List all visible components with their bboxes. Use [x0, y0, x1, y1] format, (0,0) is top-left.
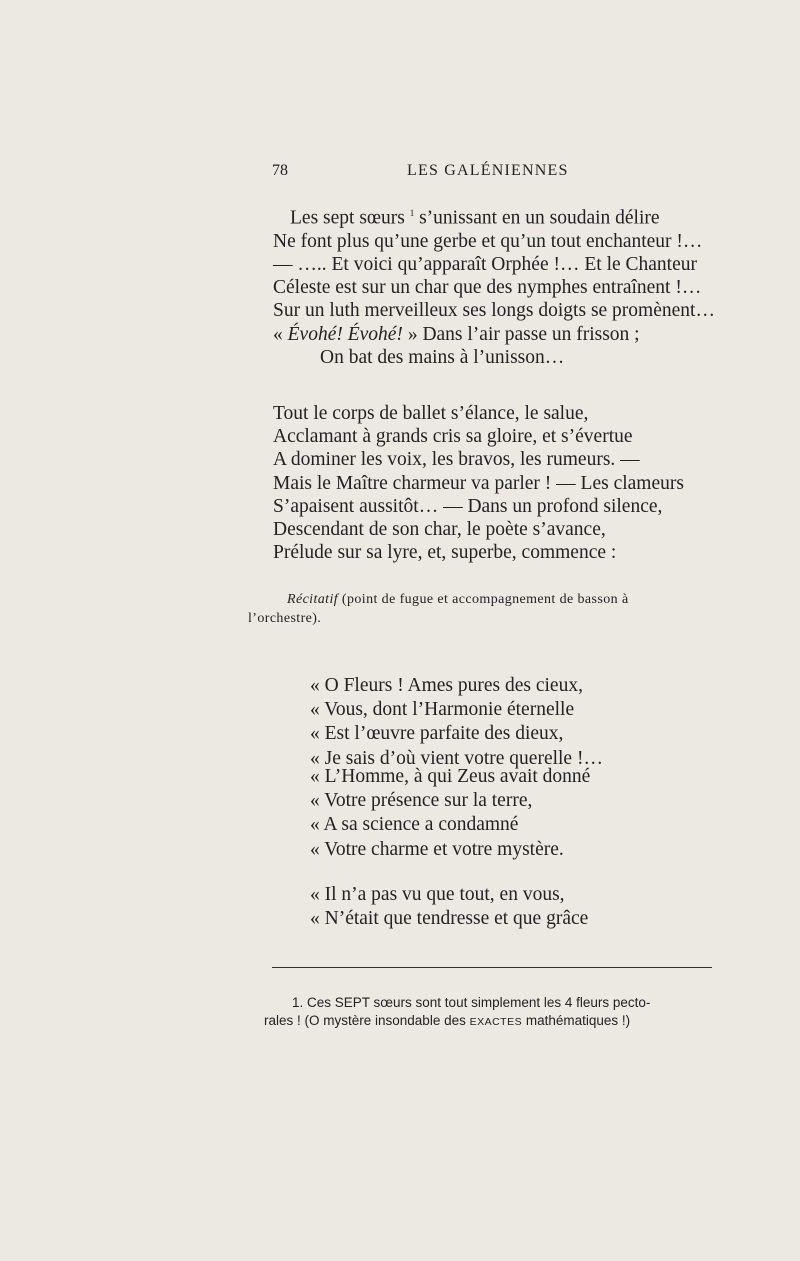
stanza-2	[310, 765, 730, 862]
verse-line: Acclamant à grands cris sa gloire, et s’évertue	[273, 426, 633, 448]
stanza-line: « O Fleurs ! Ames pures des cieux,	[310, 675, 583, 696]
stanza-3	[310, 883, 730, 931]
stanza-line: « Il n’a pas vu que tout, en vous,	[310, 884, 565, 905]
footnote: 1. Ces SEPT sœurs sont tout simplement les 4 fleurs pecto- rales ! (O mystère insondable des EXACTES mathématiques !)	[264, 995, 651, 1028]
evohe-italic: Évohé! Évohé!	[287, 323, 403, 345]
verse-line: Prélude sur sa lyre, et, superbe, commence :	[273, 542, 617, 564]
stanza-line: « Votre présence sur la terre,	[310, 790, 533, 812]
stanza-line: « N’était que tendresse et que grâce	[310, 908, 589, 930]
verse-paragraph-1	[273, 202, 793, 369]
verse-line-evohe: « Évohé! Évohé! » Dans l’air passe un frisson ;	[273, 323, 640, 345]
stanza-line: « L’Homme, à qui Zeus avait donné	[310, 766, 591, 787]
verse-line: Descendant de son char, le poète s’avance,	[273, 519, 606, 541]
recitatif-label: Récitatif	[287, 592, 339, 607]
recitatif-note: Récitatif (point de fugue et accompagnement de basson à l’orchestre).	[248, 592, 629, 626]
verse-line: Céleste est sur un char que des nymphes entraînent !…	[273, 277, 702, 299]
verse-line: Les sept sœurs $^1$ s’unissant en un soudain délire	[290, 207, 660, 229]
verse-line: Tout le corps de ballet s’élance, le salue,	[273, 403, 589, 424]
page-header	[272, 162, 732, 186]
verse-line: Ne font plus qu’une gerbe et qu’un tout enchanteur !…	[273, 230, 703, 252]
verse-paragraph-2	[273, 402, 793, 564]
verse-line: S’apaisent aussitôt… — Dans un profond silence,	[273, 495, 663, 517]
verse-line: Sur un luth merveilleux ses longs doigts se promènent…	[273, 300, 715, 322]
stanza-line: « A sa science a condamné	[310, 814, 519, 836]
stanza-1	[310, 674, 730, 771]
stanza-line: « Est l’œuvre parfaite des dieux,	[310, 723, 564, 745]
stanza-line: « Vous, dont l’Harmonie éternelle	[310, 699, 575, 721]
verse-line: On bat des mains à l’unisson…	[320, 346, 565, 368]
verse-line: A dominer les voix, les bravos, les rumeurs. —	[273, 449, 640, 471]
footnote-divider	[272, 967, 712, 968]
running-title: LES GALÉNIENNES	[407, 162, 569, 179]
stanza-line: « Votre charme et votre mystère.	[310, 838, 564, 860]
verse-line: Mais le Maître charmeur va parler ! — Les clameurs	[273, 472, 684, 494]
page-number: 78	[272, 162, 288, 179]
footnote-number: 1.	[292, 995, 304, 1010]
verse-line: — ….. Et voici qu’apparaît Orphée !… Et le Chanteur	[273, 253, 697, 275]
footnote-marker[interactable]: 1	[409, 208, 415, 218]
stanza-line: « Je sais d’où vient votre querelle !…	[310, 747, 603, 769]
